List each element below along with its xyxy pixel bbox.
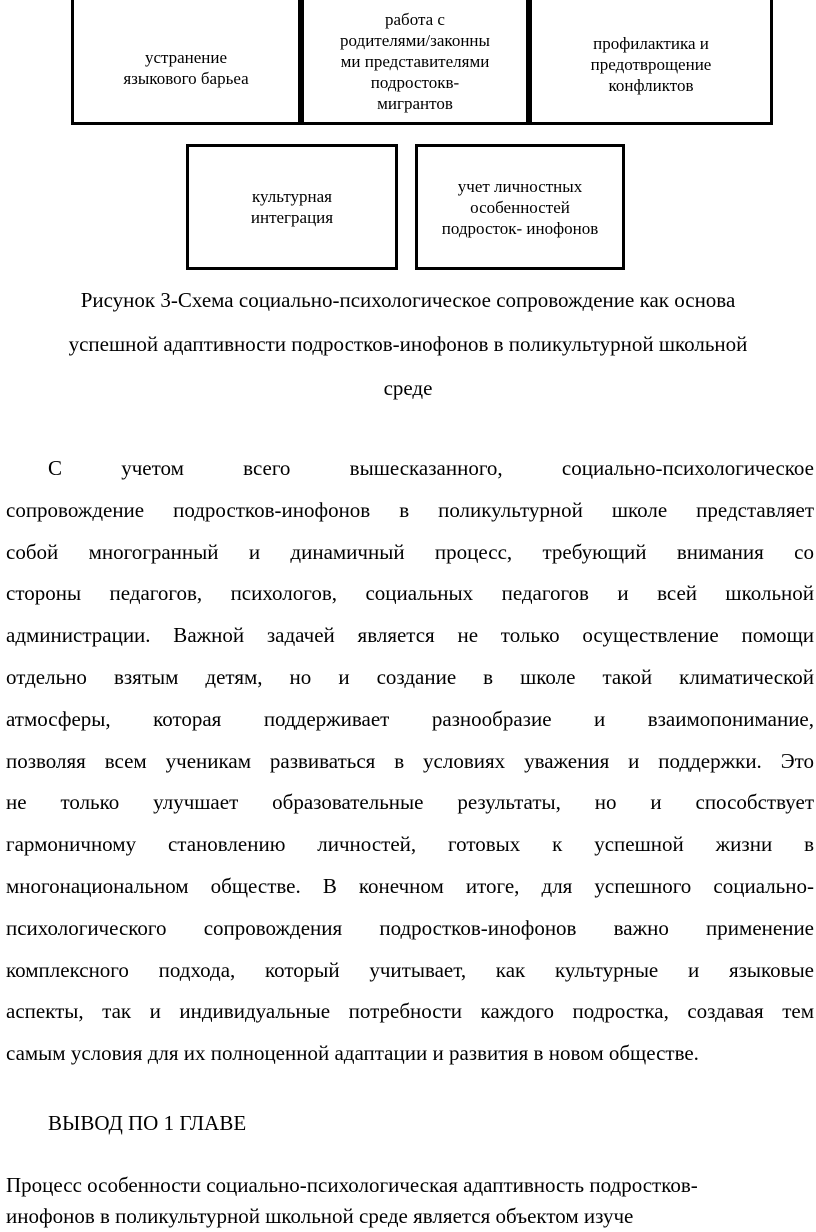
paragraph-line: психологического сопровождения подростков-инофонов важно применение [6, 915, 814, 940]
paragraph-line: отдельно взятым детям, но и создание в школе такой климатической [6, 664, 814, 689]
paragraph-line: С учетом всего вышесказанного, социально-психологическое [48, 456, 814, 480]
caption-line: среде [383, 376, 433, 400]
caption-line: Рисунок 3-Схема социально-психологическое сопровождение как основа [80, 288, 736, 312]
caption-line: успешной адаптивности подростков-инофонов в поликультурной школьной [68, 332, 748, 356]
diagram-box-label: учет личностных особенностей подросток- инофонов [441, 176, 599, 238]
paragraph-line: не только улучшает образовательные результаты, но и способствует [6, 790, 814, 815]
paragraph-line: гармоничному становлению личностей, готовых к успешной жизни в [6, 832, 814, 857]
diagram-box-conflict-prevention [529, 0, 773, 125]
diagram-box-label: устранение языкового барьеа [123, 48, 249, 88]
paragraph-line: атмосферы, которая поддерживает разнообразие и взаимопонимание, [6, 706, 814, 731]
paragraph-line: многонациональном обществе. В конечном итоге, для успешного социально- [6, 873, 814, 898]
body-paragraph [6, 448, 814, 1075]
paragraph-line: комплексного подхода, который учитывает, как культурные и языковые [6, 957, 814, 982]
paragraph-line: администрации. Важной задачей является не только осуществление помощи [6, 623, 814, 648]
final-paragraph [6, 1170, 814, 1232]
diagram-box-label: культурная интеграция [250, 187, 334, 227]
final-line: Процесс особенности социально-психологическая адаптивность подростков- [6, 1173, 698, 1197]
figure-caption [0, 278, 816, 410]
diagram-box-label: профилактика и предотврощение конфликтов [590, 33, 712, 95]
paragraph-line: собой многогранный и динамичный процесс, требующий внимания со [6, 539, 814, 564]
diagram-box-personal-traits [415, 144, 625, 270]
diagram-box-language-barrier [71, 0, 301, 125]
diagram-box-label: работа с родителями/законны ми представителями подростокв- мигрантов [340, 9, 490, 113]
paragraph-line: аспекты, так и индивидуальные потребности каждого подростка, создавая тем [6, 999, 814, 1024]
chapter-conclusion-heading: ВЫВОД ПО 1 ГЛАВЕ [48, 1111, 247, 1135]
paragraph-line: стороны педагогов, психологов, социальных педагогов и всей школьной [6, 581, 814, 606]
paragraph-line: позволяя всем ученикам развиваться в условиях уважения и поддержки. Это [6, 748, 814, 773]
paragraph-line: сопровождение подростков-инофонов в поликультурной школе представляет [6, 497, 814, 522]
final-line: инофонов в поликультурной школьной среде является объектом изуче [6, 1204, 634, 1228]
diagram-box-cultural-integration [186, 144, 398, 270]
diagram-box-parents-work [301, 0, 529, 125]
paragraph-line: самым условия для их полноценной адаптации и развития в новом обществе. [6, 1041, 699, 1066]
